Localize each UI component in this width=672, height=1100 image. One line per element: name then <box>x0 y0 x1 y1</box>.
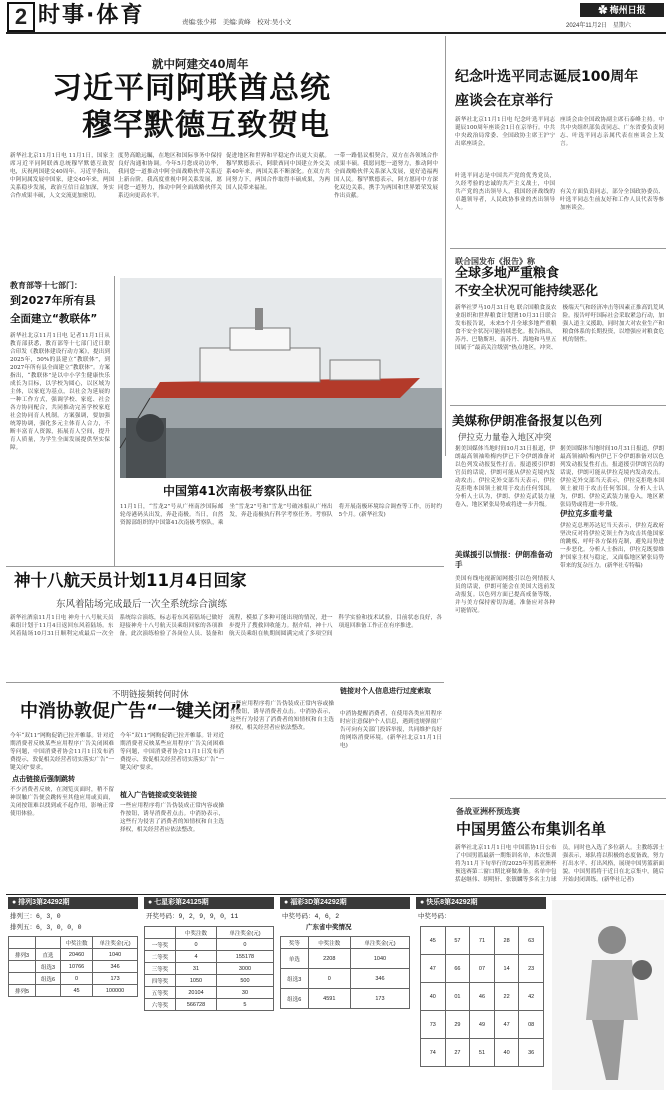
qxc-header: ● 七星彩第24125期 <box>144 897 274 909</box>
lead-col-2: 度势高瞻远瞩，在地区和国际事务中保持良好沟通和协调。今年5月您成功访华，我同您一道推动中阿全面战略伙伴关系迈上新台阶。我高度重视中阿关系发展，愿同您一道努力，推动中阿全面战略伙伴关系迈向更高水平。 <box>118 153 222 199</box>
shenzhou-body: 新华社酒泉11月1日电 神舟十八号航天员乘组计划于11月4日返回东风着陆场。东风着陆场10月31日顺利完成最后一次全系统综合演练，标志着东风着陆场已做好迎接神舟十八号航天员乘组回家的各项准备。此次演练检验了各岗位人员、装备和流程，模拟了多种可能出现的情况，进一步提升了搜救回收能力。据介绍，神十八航天员乘组在轨期间圆满完成了多项空间科学实验和技术试验，目前状态良好，各项返回准备工作正在有序推进。 <box>10 615 442 637</box>
ship-illustration <box>120 278 442 478</box>
union-headline: 教育部等十七部门： <box>10 281 82 290</box>
divider <box>450 405 666 406</box>
kl8-line1: 中奖号码： <box>418 913 451 920</box>
bball-body: 新华社北京11月1日电 中国篮协1日公布了中国男篮最新一期集训名单，本次集训将为11月下旬举行的2025年男篮亚洲杯预选赛第二窗口期比赛做准备。名单中包括赵继伟、胡明轩、张镇麟等多名主力球员，同时也入选了多位新人。主教练郭士强表示，球队将以积极的态度备战，努力打出水平、打出风格，展现中国男篮新面貌。中国男篮将于近日在北京集中，随后开始封闭训练。(新华社记者) <box>455 845 664 883</box>
photo-caption-body: 11月1日，“雪龙2”号从广州南沙国际邮轮母港码头出发，奔赴南极。当日，自然资源部组织的中国第41次南极考察队，乘坐“雪龙2”号和“雪龙”号破冰船从广州出发，奔赴南极执行科学考察任务。考察队将开展南极环境综合调查等工作，历时约5个月。(新华社发) <box>120 504 442 526</box>
page-number: 2 <box>7 2 35 32</box>
lottery-rule <box>6 894 666 895</box>
basketball-player-graphic <box>552 900 664 1090</box>
fc3d-subtitle: 广东省中奖情况 <box>306 924 352 931</box>
masthead-rule <box>6 32 666 34</box>
ads-body-col3: 一些应用程序将广告伪装成正常内容或操作按钮，诱导消费者点击。中消协表示，这些行为侵害了消费者的知情权和自主选择权，相关经营者应依法整改。 <box>230 701 334 731</box>
iran-body: 据美国媒体当地时间10月31日报道，伊朗最高领袖哈梅内伊已下令伊朗准备对以色列发动报复性打击。报道援引伊朗官员的话说，伊朗可能从伊拉克境内发动攻击。伊拉克外交部当天表示，伊拉克拒绝本国领土被用于攻击任何邻国。分析人士认为，伊朗、伊拉克武装力量卷入，地区紧张局势或将进一步升级。 <box>455 446 555 508</box>
table-row: 组选3 0 346 <box>281 969 410 989</box>
ads-body3: 中消协提醒消费者，在使用各类应用程序时应注意保护个人信息，遇到违规弹窗广告可向有关部门投诉举报，共同维护良好的网络消费环境。(新华社北京11月1日电) <box>340 711 442 749</box>
section-title: 时事·体育 <box>38 3 145 28</box>
table-row: 单选 2208 1040 <box>281 949 410 969</box>
grain-body: 新华社罗马10月31日电 联合国粮食及农业组织和世界粮食计划署10月31日联合发布报告说，未来5个月全球多地严重粮食不安全状况可能持续恶化。报告指出，苏丹、巴勒斯坦、南苏丹、海地和马里五国属于“最高关注级别”热点地区，冲突、极端天气和经济冲击等因素正推高饥荒风险。报告呼吁国际社会采取紧急行动，加强人道主义援助，同时加大对农业生产和粮食体系的长期投资，以增强应对粮食危机的韧性。 <box>455 305 664 351</box>
ads-body: 今年“双11”网购促销已拉开帷幕。针对近期消费者反映某些应用程序广告关闭困难等问题，中国消费者协会11月1日发布消费提示，敦促相关经营者切实落实广告“一键关闭”要求。 <box>10 733 114 771</box>
column-divider <box>114 276 115 566</box>
iran-body-col2: 据美国媒体当地时间10月31日报道，伊朗最高领袖哈梅内伊已下令伊朗准备对以色列发动报复性打击。报道援引伊朗官员的话说，伊朗可能从伊拉克境内发动攻击。伊拉克外交部当天表示，伊拉克拒绝本国领土被用于攻击任何邻国。分析人士认为，伊朗、伊拉克武装力量卷入，地区紧张局势或将进一步升级。 <box>560 446 664 508</box>
table-row: 74 27 51 40 36 <box>421 1039 544 1067</box>
ads-body2: 一些应用程序将广告伪装成正常内容或操作按钮，诱导消费者点击。中消协表示，这些行为侵害了消费者的知情权和自主选择权，相关经营者应依法整改。 <box>120 803 224 833</box>
lead-title-line1: 习近平同阿联酋总统 <box>52 71 331 106</box>
table-row: 组选6 0 173 <box>9 973 138 985</box>
anniv-col-1b: 叶选平同志是中国共产党的优秀党员，久经考验的忠诚的共产主义战士，中国共产党的杰出领导人，我国经济战线的卓越领导者，人民政协事业的杰出领导人。 <box>455 173 555 211</box>
table-row: 一等奖 0 0 <box>145 939 274 951</box>
lead-col-1: 新华社北京11月1日电 11月1日，国家主席习近平同阿联酋总统穆罕默德互致贺电，庆祝两国建交40周年。习近平指出，中阿同属发展中国家，建交40年来，两国关系稳步发展，政治互信日益加深，务实合作成果丰硕，人文交流更加密切。 <box>10 153 114 199</box>
shenzhou-title: 神十八航天员计划11月4日回家 <box>14 571 247 590</box>
union-body: 新华社北京11月1日电 记者11月1日从教育部获悉，教育部等十七部门近日联合印发《教联体建设行动方案》，提出到2025年，50%的县建立“教联体”，到2027年所有县全面建立“教联体”。方案指出，“教联体”是以中小学生健康快乐成长为目标，以学校为圆心，以区域为主体，以家庭为基点，以社会为延展的一种工作方式，强调学校、家庭、社会各方协同配合，共同推动完善学校家庭社会协同育人机制。方案强调，要加强统筹协调，强化多元主体育人合力，不断丰富育人资源，拓展育人空间，提升育人质量，为学生全面发展提供坚实保障。 <box>10 333 110 451</box>
iran-subtitle: 伊拉克力量卷入地区冲突 <box>458 433 552 443</box>
table-row: 45 57 71 28 63 <box>421 927 544 955</box>
table-header: 中奖注数 <box>61 937 93 949</box>
iran-body3: 伊拉克总理苏达尼当天表示，伊拉克政府坚决反对将伊拉克领土作为攻击其他国家的跳板，呼吁各方保持克制，避免局势进一步恶化。分析人士指出，伊拉克既要维护国家主权与稳定，又面临地区紧张局势带来的复杂压力。(新华社专特稿) <box>560 523 664 569</box>
table-row: 40 01 46 22 42 <box>421 983 544 1011</box>
divider <box>6 566 444 567</box>
ads-body1: 不少消费者反映，在浏览页面时，稍不留神误触广告便会跳转至其他应用或页面，关闭按钮难以找到或不起作用，影响正常使用体验。 <box>10 787 114 817</box>
ads-body-col2: 今年“双11”网购促销已拉开帷幕。针对近期消费者反映某些应用程序广告关闭困难等问题，中国消费者协会11月1日发布消费提示，敦促相关经营者切实落实广告“一键关闭”要求。 <box>120 733 224 771</box>
lottery-ball-icon: ● <box>12 899 17 906</box>
qxc-table <box>144 926 274 1011</box>
p3-table <box>8 936 138 997</box>
grain-title-line1: 全球多地严重粮食 <box>455 266 560 281</box>
anniv-title-line1: 纪念叶选平同志诞辰100周年 <box>455 69 639 85</box>
plum-icon: ✿ <box>598 5 608 15</box>
staff-credits: 责编:张少邦 美编:黄峰 校对:吴小文 <box>182 19 292 26</box>
kl8-header: ● 快乐8第24292期 <box>416 897 546 909</box>
lead-col-3: 促进地区和世界和平稳定作出更大贡献。穆罕默德表示，阿联酋同中国建立外交关系40年来，两国关系不断深化。在双方共同努力下，两国合作取得丰硕成果，为两国人民带来福祉。 <box>226 153 330 191</box>
grain-kicker: 联合国发布《报告》称 <box>455 257 535 266</box>
shenzhou-subtitle: 东风着陆场完成最后一次全系统综合演练 <box>56 599 228 610</box>
anniv-col-2b: 有关方面负责同志，部分全国政协委员、叶选平同志生前友好和工作人员代表等参加座谈会。 <box>560 189 664 211</box>
table-row: 二等奖 4 155178 <box>145 951 274 963</box>
table-row: 73 29 49 47 08 <box>421 1011 544 1039</box>
p3-line2: 排列五：6，3，0，0，0 <box>10 924 82 931</box>
masthead <box>0 0 672 32</box>
iran-title: 美媒称伊朗准备报复以色列 <box>452 413 603 428</box>
bball-title: 中国男篮公布集训名单 <box>456 820 607 838</box>
lottery-ball-icon: ● <box>284 899 289 906</box>
table-row: 三等奖 31 3000 <box>145 963 274 975</box>
union-subtitle: 全面建立“教联体” <box>10 313 98 325</box>
anniv-col-1: 新华社北京11月1日电 纪念叶选平同志诞辰100周年座谈会1日在京举行。中共中央政治局常委、全国政协主席王沪宁出席座谈会。 <box>455 117 555 147</box>
union-title: 到2027年所有县 <box>10 294 96 307</box>
table-row: 四等奖 1050 500 <box>145 975 274 987</box>
divider <box>450 248 666 249</box>
qxc-line1: 开奖号码：9，2，9，9，0，11 <box>146 913 239 920</box>
p3-line1: 排列三：6，3，0 <box>10 913 61 920</box>
icebreaker-photo <box>120 278 442 478</box>
iran-body2: 美国有线电视新闻网援引以色列情报人员的话说，伊朗可能会在美国大选前发动报复。以色列方面已提高戒备等级，并与美方保持密切沟通，准备应对各种可能情况。 <box>455 576 555 614</box>
p3-header: ● 排列3第24292期 <box>8 897 138 909</box>
issue-date: 2024年11月2日 星期六 <box>566 23 631 29</box>
ads-sub3: 链接对个人信息进行过度索取 <box>340 687 431 695</box>
table-row: 排列5 45 100000 <box>9 985 138 997</box>
table-row: 组选6 4591 173 <box>281 989 410 1009</box>
ads-title: 中消协敦促广告“一键关闭” <box>20 701 242 722</box>
bball-kicker: 备战亚洲杯预选赛 <box>456 807 520 816</box>
kl8-grid <box>420 926 544 1067</box>
table-header: 单注奖金(元) <box>350 937 409 949</box>
lead-title-line2: 穆罕默德互致贺电 <box>82 108 330 143</box>
iran-sub2: 伊拉克多重考量 <box>560 509 613 518</box>
lead-kicker: 就中阿建交40周年 <box>152 57 249 71</box>
table-row: 组选3 10766 346 <box>9 961 138 973</box>
lottery-ball-icon: ● <box>420 899 425 906</box>
iran-sub1: 美媒援引以情报：伊朗准备动手 <box>455 550 553 569</box>
table-header: 奖等 <box>281 937 309 949</box>
table-row: 五等奖 20104 30 <box>145 987 274 999</box>
table-header: 中奖注数 <box>308 937 350 949</box>
grain-title-line2: 不安全状况可能持续恶化 <box>455 284 599 299</box>
table-row: 六等奖 566728 5 <box>145 999 274 1011</box>
anniv-col-2: 座谈会由全国政协副主席石泰峰主持。中共中央组织部负责同志、广东省委负责同志、叶选平同志亲属代表在座谈会上发言。 <box>560 117 664 147</box>
table-header: 单注奖金(元) <box>216 927 273 939</box>
fc3d-line1: 中奖号码：4，6，2 <box>282 913 340 920</box>
table-header: 中奖注数 <box>176 927 217 939</box>
ads-kicker: 不明链接频转何时休 <box>112 690 189 700</box>
fc3d-table <box>280 936 410 1009</box>
anniv-title-line2: 座谈会在京举行 <box>455 93 553 109</box>
table-row: 排列3 直选 20460 1040 <box>9 949 138 961</box>
fc3d-header: ● 福彩3D第24292期 <box>280 897 410 909</box>
divider <box>6 682 444 683</box>
ads-sub1: 点击链接后强制跳转 <box>12 775 75 783</box>
table-row: 47 66 07 14 23 <box>421 955 544 983</box>
ads-sub2: 植入广告链接或变装链接 <box>120 791 197 799</box>
lottery-ball-icon: ● <box>148 899 153 906</box>
column-divider <box>445 36 446 456</box>
photo-caption-title: 中国第41次南极考察队出征 <box>163 484 312 498</box>
paper-name: 梅州日报 <box>609 5 646 15</box>
divider <box>450 798 666 799</box>
table-header: 单注奖金(元) <box>93 937 138 949</box>
paper-logo <box>580 3 664 17</box>
lead-col-4: 一带一路倡议相契合，双方在各领域合作成果丰硕。我愿同您一道努力，推动阿中全面战略伙伴关系深入发展，更好造福两国人民。穆罕默德表示，阿方愿同中方深化双边关系，携手为两国和世界繁荣发展作出贡献。 <box>334 153 438 199</box>
